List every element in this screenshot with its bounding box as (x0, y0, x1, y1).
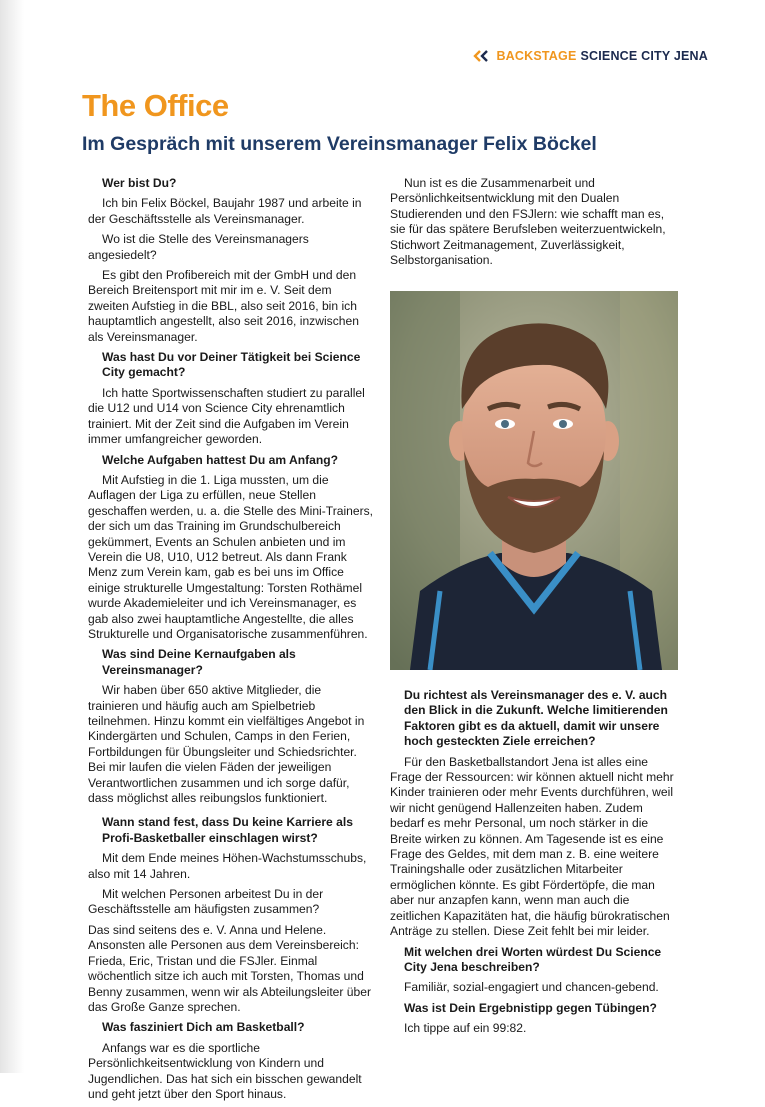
text-column-right-bottom (390, 688, 678, 1042)
header-science-city-jena: SCIENCE CITY JENA (580, 49, 708, 63)
interview-answer: Für den Basketballstandort Jena ist alles eine Frage der Ressourcen: wir können aktuell nicht mehr Kinder trainieren oder mehr Events durchführen, weil wir nicht genügend Hallenzeiten haben. Zudem bedarf es mehr Personal, um noch stärker in die Breite wirken zu können. Am Tagesende ist es eine Frage des Geldes, mit dem man z. B. eine weitere Trainingshalle oder zusätzlichen Mitarbeiter ermöglichen könnte. Es gibt Fördertöpfe, die man aber nur anzapfen kann, wenn man auch die zeitlichen Kapazitäten hat, die häufig bürokratischen Anträge zu stellen. Diese Zeit fehlt bei mir leider. (390, 754, 674, 939)
interview-answer: Nun ist es die Zusammenarbeit und Persönlichkeitsentwicklung mit den Dualen Studierenden und den FSJlern: wie schafft man es, sie für das spätere Berufsleben weiterzuentwickeln, Stichwort Zeitmanagement, Zuverlässigkeit, Selbstorganisation. (390, 176, 666, 268)
interview-answer: Ich bin Felix Böckel, Baujahr 1987 und arbeite in der Geschäftsstelle als Vereinsmanager. (88, 196, 362, 226)
interview-answer: Ich tippe auf ein 99:82. (404, 1021, 527, 1036)
interview-answer: Mit welchen Personen arbeitest Du in der Geschäftsstelle am häufigsten zusammen? (88, 887, 324, 917)
interview-question: Welche Aufgaben hattest Du am Anfang? (102, 452, 339, 467)
double-chevron-left-icon (473, 50, 489, 62)
interview-question: Wann stand fest, dass Du keine Karriere als Profi-Basketballer einschlagen wirst? (102, 815, 353, 845)
interview-answer: Mit Aufstieg in die 1. Liga mussten, um die Auflagen der Liga zu erfüllen, neue Stellen geschaffen werden, u. a. die Stelle des Mini-Trainers, der sich um das Training im Grundschulbereich gekümmert, Events an Schulen anbieten und im Verein die U8, U10, U12 betreut. Als dann Frank Menz zum Verein kam, gab es bei uns im Office einige strukturelle Umgestaltung: Torsten Rothämel wurde Akademieleiter und ich Vereinsmanager, es gab also zwei hauptamtliche Angestellte, die alles Strukturelle und Organisatorische zusammenführen. (88, 472, 374, 641)
page-fold-edge (0, 0, 24, 1073)
interview-question: Du richtest als Vereinsmanager des e. V. auch den Blick in die Zukunft. Welche limitierenden Faktoren gibt es da aktuell, damit wir unsere hoch gesteckten Ziele erreichen? (404, 688, 668, 749)
header-backstage: BACKSTAGE (496, 49, 577, 63)
portrait-photo (390, 291, 678, 670)
interview-question: Was hast Du vor Deiner Tätigkeit bei Science City gemacht? (102, 350, 361, 380)
interview-answer: Mit dem Ende meines Höhen-Wachstumsschubs, also mit 14 Jahren. (88, 851, 367, 881)
interview-question: Was fasziniert Dich am Basketball? (102, 1020, 305, 1035)
interview-question: Was ist Dein Ergebnistipp gegen Tübingen? (404, 1000, 657, 1015)
interview-answer: Familiär, sozial-engagiert und chancen-gebend. (404, 980, 659, 995)
article-subtitle: Im Gespräch mit unserem Vereinsmanager Felix Böckel (82, 133, 597, 155)
text-column-left (88, 176, 374, 1107)
interview-question: Mit welchen drei Worten würdest Du Science City Jena beschreiben? (404, 944, 662, 974)
interview-question: Wer bist Du? (102, 176, 177, 190)
interview-answer: Anfangs war es die sportliche Persönlichkeitsentwicklung von Kindern und Jugendlichen. Das hat sich ein bisschen gewandelt und geht jetzt über den Sport hinaus. (88, 1040, 362, 1101)
interview-answer: Wir haben über 650 aktive Mitglieder, die trainieren und häufig auch am Spielbetrieb teilnehmen. Hinzu kommt ein vielfältiges Angebot in Kindergärten und Schulen, Camps in den Ferien, Fortbildungen für Übungsleiter und Schiedsrichter. Bei mir laufen die vielen Fäden der jeweiligen Verantwortlichen zusammen und ich sorge dafür, dass möglichst alles reibungslos funktioniert. (88, 683, 365, 806)
interview-answer: Es gibt den Profibereich mit der GmbH und den Bereich Breitensport mit mir im e. V. Seit dem zweiten Aufstieg in die BBL, also seit 2016, bin ich hauptamtlich angestellt, also seit 2016, inzwischen als Vereinsmanager. (88, 268, 359, 344)
text-column-right-top (390, 176, 678, 273)
portrait-illustration (390, 291, 678, 670)
interview-question: Was sind Deine Kernaufgaben als Vereinsmanager? (102, 647, 296, 677)
interview-answer: Wo ist die Stelle des Vereinsmanagers angesiedelt? (88, 232, 309, 262)
interview-answer: Ich hatte Sportwissenschaften studiert zu parallel die U12 und U14 von Science City ehrenamtlich trainiert. Mit der Zeit sind die Aufgaben im Verein immer umfangreicher geworden. (88, 385, 365, 447)
article-title: The Office (82, 88, 229, 123)
interview-answer: Das sind seitens des e. V. Anna und Helene. Ansonsten alle Personen aus dem Vereinsbereich: Frieda, Eric, Tristan und die FSJler. Einmal wöchentlich sitze ich auch mit Torsten, Thomas und Benny zusammen, wenn wir als Abteilungsleiter über das Große Ganze sprechen. (88, 922, 372, 1014)
running-header (473, 49, 708, 63)
